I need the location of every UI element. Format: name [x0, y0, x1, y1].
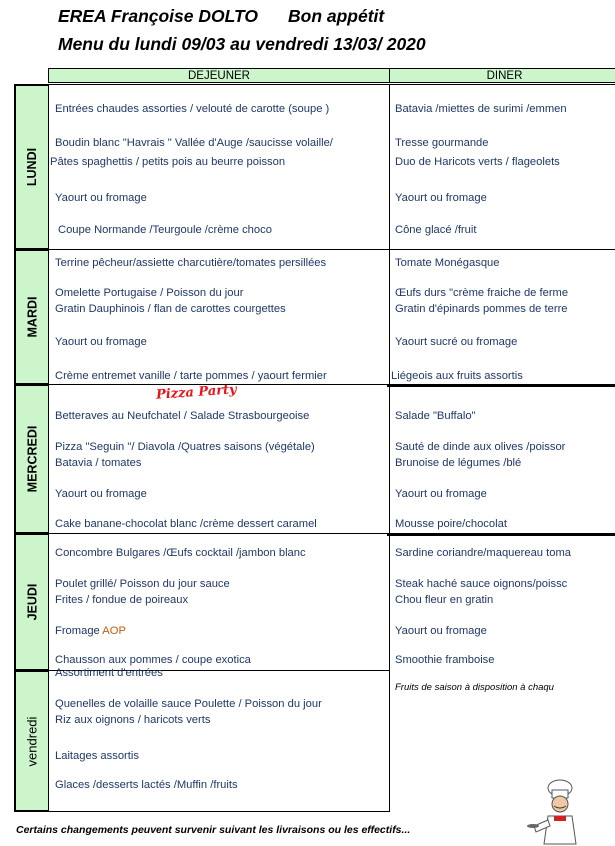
chef-icon [524, 776, 584, 846]
aop-badge: AOP [102, 625, 126, 637]
menu-line: Tresse gourmande [395, 137, 489, 149]
menu-line: Quenelles de volaille sauce Poulette / Poisson du jour [55, 698, 322, 710]
menu-line: Gratin Dauphinois / flan de carottes courgettes [55, 303, 286, 315]
menu-line: Sauté de dinde aux olives /poissor [395, 441, 566, 453]
menu-line: Concombre Bulgares /Œufs cocktail /jambon blanc [55, 547, 306, 559]
menu-line: Batavia / tomates [55, 457, 142, 469]
menu-line: Assortiment d'entrées [55, 667, 163, 679]
menu-line: Crème entremet vanille / tarte pommes / yaourt fermier [55, 370, 327, 382]
menu-line: Betteraves au Neufchatel / Salade Strasbourgeoise [55, 410, 310, 422]
menu-line: Yaourt ou fromage [55, 192, 147, 204]
lunch-cell [48, 533, 390, 671]
day-name: MERCREDI [25, 425, 40, 493]
menu-line: Pâtes spaghettis / petits pois au beurre poisson [50, 156, 286, 168]
menu-line: Entrées chaudes assorties / velouté de carotte (soupe ) [55, 103, 330, 115]
day-label-cell [14, 249, 49, 385]
dinner-cell [389, 84, 615, 250]
menu-line: Laitages assortis [55, 750, 139, 762]
lunch-cell [48, 667, 390, 812]
menu-line: Yaourt ou fromage [55, 488, 147, 500]
menu-line [55, 625, 126, 637]
day-row-wednesday [14, 384, 615, 534]
menu-line-text: Fromage [55, 625, 100, 637]
menu-line: Duo de Haricots verts / flageolets [395, 156, 560, 168]
menu-line: Tomate Monégasque [395, 257, 500, 269]
day-label-cell [14, 533, 49, 671]
lunch-cell [48, 384, 390, 534]
menu-line: Cône glacé /fruit [395, 224, 477, 236]
day-row-monday [14, 84, 615, 250]
dinner-cell [389, 533, 615, 671]
menu-line: Yaourt ou fromage [55, 336, 147, 348]
menu-line: Mousse poire/chocolat [395, 518, 507, 530]
dinner-note: Fruits de saison à disposition à chaqu [395, 682, 554, 693]
day-name: MARDI [25, 296, 39, 338]
menu-subtitle: Menu du lundi 09/03 au vendredi 13/03/ 2020 [58, 34, 426, 54]
menu-line: Poulet grillé/ Poisson du jour sauce [55, 578, 230, 590]
menu-line: Sardine coriandre/maquereau toma [395, 547, 571, 559]
menu-line: Coupe Normande /Teurgoule /crème choco [58, 224, 272, 236]
column-header-dinner: DINER [389, 68, 615, 83]
menu-line: Steak haché sauce oignons/poissc [395, 578, 568, 590]
menu-line: Omelette Portugaise / Poisson du jour [55, 287, 244, 299]
day-name: JEUDI [25, 583, 40, 621]
menu-line: Boudin blanc "Havrais " Vallée d'Auge /saucisse volaille/ [55, 137, 333, 149]
menu-line: Gratin d'épinards pommes de terre [395, 303, 568, 315]
column-header-lunch: DEJEUNER [48, 68, 390, 83]
school-name: EREA Françoise DOLTO [58, 6, 258, 26]
menu-line: Frites / fondue de poireaux [55, 594, 189, 606]
pizza-party-label: Pizza Party [155, 382, 238, 403]
menu-line: Œufs durs "crème fraiche de ferme [395, 287, 569, 299]
menu-line: Terrine pêcheur/assiette charcutière/tomates persillées [55, 257, 327, 269]
day-name: vendredi [24, 716, 40, 766]
day-label-cell [14, 84, 49, 250]
lunch-cell [48, 84, 390, 250]
dinner-cell [389, 384, 615, 534]
lunch-cell [48, 249, 390, 385]
divider [387, 533, 615, 536]
menu-line: Cake banane-chocolat blanc /crème dessert caramel [55, 518, 317, 530]
menu-line: Liégeois aux fruits assortis [391, 370, 523, 382]
menu-line: Chausson aux pommes / coupe exotica [55, 654, 251, 666]
day-label-cell [14, 670, 49, 812]
day-row-thursday [14, 533, 615, 671]
menu-line: Riz aux oignons / haricots verts [55, 714, 211, 726]
menu-line: Yaourt ou fromage [395, 625, 487, 637]
menu-line: Yaourt ou fromage [395, 192, 487, 204]
menu-line: Salade "Buffalo" [395, 410, 476, 422]
menu-line: Batavia /miettes de surimi /emmen [395, 103, 567, 115]
day-label-cell [14, 384, 49, 534]
dinner-cell [389, 249, 615, 385]
page-title [58, 6, 384, 27]
greeting: Bon appétit [288, 6, 385, 26]
footer-note: Certains changements peuvent survenir suivant les livraisons ou les effectifs... [16, 824, 411, 836]
menu-line: Smoothie framboise [395, 654, 495, 666]
menu-line: Pizza "Seguin "/ Diavola /Quatres saisons (végétale) [55, 441, 315, 453]
day-name: LUNDI [25, 147, 40, 187]
menu-line: Yaourt ou fromage [395, 488, 487, 500]
menu-line: Chou fleur en gratin [395, 594, 494, 606]
menu-table [14, 84, 615, 812]
menu-line: Yaourt sucré ou fromage [395, 336, 518, 348]
menu-line: Brunoise de légumes /blé [395, 457, 522, 469]
menu-line: Glaces /desserts lactés /Muffin /fruits [55, 779, 238, 791]
divider [387, 384, 615, 387]
day-row-tuesday [14, 249, 615, 385]
